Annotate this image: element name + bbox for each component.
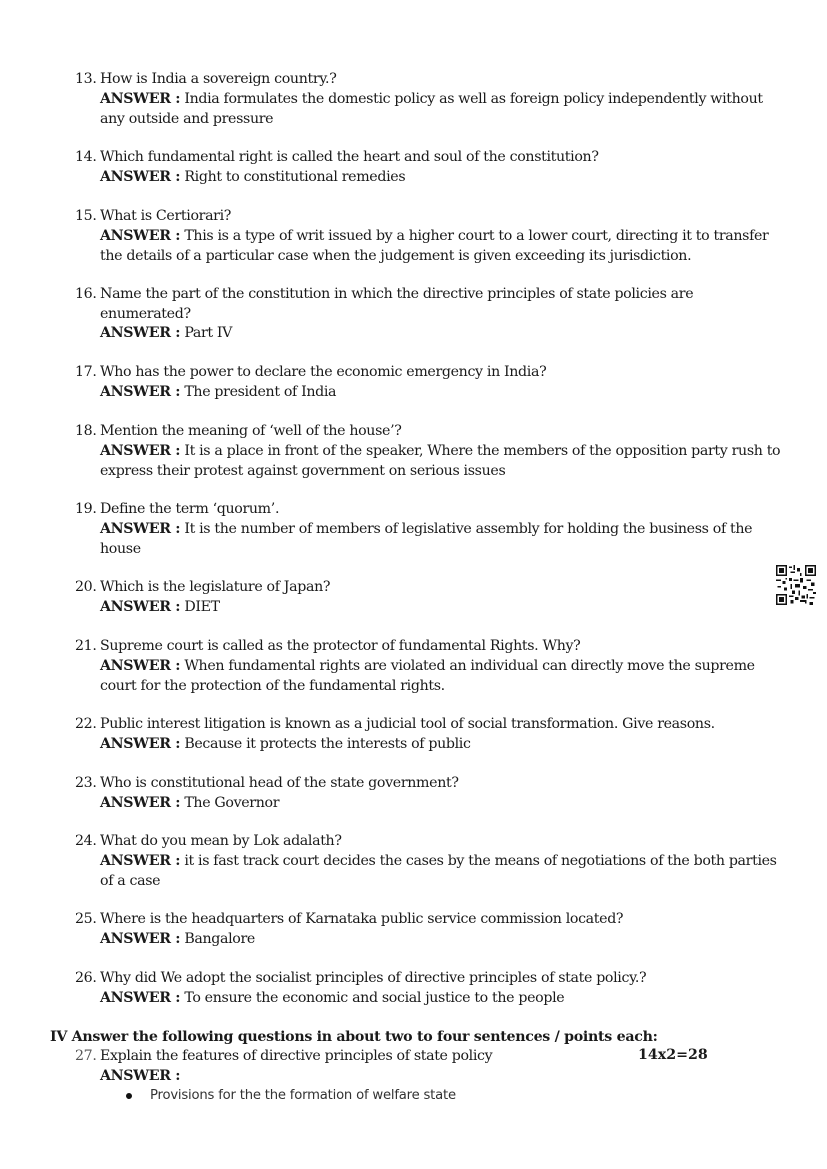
- question-text: Why did We adopt the socialist principles of directive principles of state policy.?: [100, 970, 647, 986]
- question-text: Define the term ‘quorum’.: [100, 501, 280, 517]
- answer-label: ANSWER :: [100, 169, 181, 185]
- answer-body: Bangalore: [184, 931, 255, 947]
- answer-text: [100, 989, 790, 1009]
- question-text: Explain the features of directive principles of state policy: [100, 1048, 493, 1064]
- answer-text: [100, 90, 790, 129]
- question-number: 20.: [75, 579, 97, 595]
- marks-label: 14x2=28: [638, 1047, 708, 1063]
- answer-body: This is a type of writ issued by a higher court to a lower court, directing it to transfer the details of a particular case when the judgement is given exceeding its jurisdiction.: [100, 228, 769, 264]
- answer-body: When fundamental rights are violated an individual can directly move the supreme court for the protection of the fundamental rights.: [100, 658, 755, 694]
- answer-label: ANSWER :: [100, 228, 181, 244]
- question-text: How is India a sovereign country.?: [100, 71, 337, 87]
- question-number: 24.: [75, 833, 97, 849]
- answer-text: [100, 735, 790, 755]
- question-number: 23.: [75, 775, 97, 791]
- question-number: 17.: [75, 364, 97, 380]
- question-text: What is Certiorari?: [100, 208, 232, 224]
- answer-label: ANSWER :: [100, 795, 181, 811]
- qr-code-icon: [776, 565, 816, 605]
- answer-label: ANSWER :: [100, 325, 181, 341]
- answer-body: Right to constitutional remedies: [184, 169, 406, 185]
- answer-label: ANSWER :: [100, 521, 181, 537]
- answer-text: [100, 168, 790, 188]
- answer-body: To ensure the economic and social justice to the people: [184, 990, 565, 1006]
- answer-label: ANSWER :: [100, 443, 181, 459]
- answer-label: ANSWER :: [100, 853, 181, 869]
- answer-text: [100, 852, 790, 891]
- answer-text: [100, 227, 790, 266]
- question-number: 14.: [75, 149, 97, 165]
- answer-text: [100, 520, 790, 559]
- question-text: Name the part of the constitution in which the directive principles of state policies are enumerated?: [100, 286, 694, 322]
- answer-body: The Governor: [184, 795, 280, 811]
- answer-body: Because it protects the interests of public: [184, 736, 471, 752]
- answer-body: it is fast track court decides the cases by the means of negotiations of the both parties of a case: [100, 853, 777, 889]
- question-number: 15.: [75, 208, 97, 224]
- question-number: 13.: [75, 71, 97, 87]
- question-text: Which is the legislature of Japan?: [100, 579, 331, 595]
- question-text: Mention the meaning of ‘well of the house’?: [100, 423, 402, 439]
- question-text: Public interest litigation is known as a judicial tool of social transformation. Give reasons.: [100, 716, 715, 732]
- answer-text: [100, 1067, 790, 1087]
- question-number: 16.: [75, 286, 97, 302]
- answer-body: DIET: [184, 599, 220, 615]
- answer-label: ANSWER :: [100, 658, 181, 674]
- answer-body: It is the number of members of legislative assembly for holding the business of the house: [100, 521, 753, 557]
- answer-text: [100, 930, 790, 950]
- question-text: Who is constitutional head of the state government?: [100, 775, 459, 791]
- answer-text: [100, 657, 790, 696]
- answer-text: [100, 383, 790, 403]
- question-number: 26.: [75, 970, 97, 986]
- answer-body: India formulates the domestic policy as well as foreign policy independently without any outside and pressure: [100, 91, 763, 127]
- answer-body: The president of India: [184, 384, 337, 400]
- bullet-item: Provisions for the the formation of welfare state: [150, 1088, 456, 1103]
- answer-label: ANSWER :: [100, 91, 181, 107]
- answer-text: [100, 794, 790, 814]
- answer-body: It is a place in front of the speaker, Where the members of the opposition party rush to express their protest against government on serious issues: [100, 443, 781, 479]
- question-number: 21.: [75, 638, 97, 654]
- question-text: Supreme court is called as the protector of fundamental Rights. Why?: [100, 638, 581, 654]
- answer-label: ANSWER :: [100, 384, 181, 400]
- question-text: What do you mean by Lok adalath?: [100, 833, 342, 849]
- answer-text: [100, 598, 790, 618]
- question-number: 19.: [75, 501, 97, 517]
- answer-body: Part IV: [184, 325, 233, 341]
- question-text: Where is the headquarters of Karnataka public service commission located?: [100, 911, 624, 927]
- answer-text: [100, 324, 790, 344]
- question-number: 22.: [75, 716, 97, 732]
- answer-label: ANSWER :: [100, 990, 181, 1006]
- question-text: Which fundamental right is called the heart and soul of the constitution?: [100, 149, 599, 165]
- answer-label: ANSWER :: [100, 599, 181, 615]
- answer-label: ANSWER :: [100, 736, 181, 752]
- bullet-icon: [126, 1093, 132, 1099]
- section-heading: IV Answer the following questions in about two to four sentences / points each:: [50, 1029, 658, 1045]
- answer-label: ANSWER :: [100, 931, 181, 947]
- question-number: 18.: [75, 423, 97, 439]
- question-text: Who has the power to declare the economic emergency in India?: [100, 364, 547, 380]
- question-number: 25.: [75, 911, 97, 927]
- answer-label: ANSWER :: [100, 1068, 181, 1084]
- question-number: 27.: [75, 1048, 97, 1064]
- answer-text: [100, 442, 790, 481]
